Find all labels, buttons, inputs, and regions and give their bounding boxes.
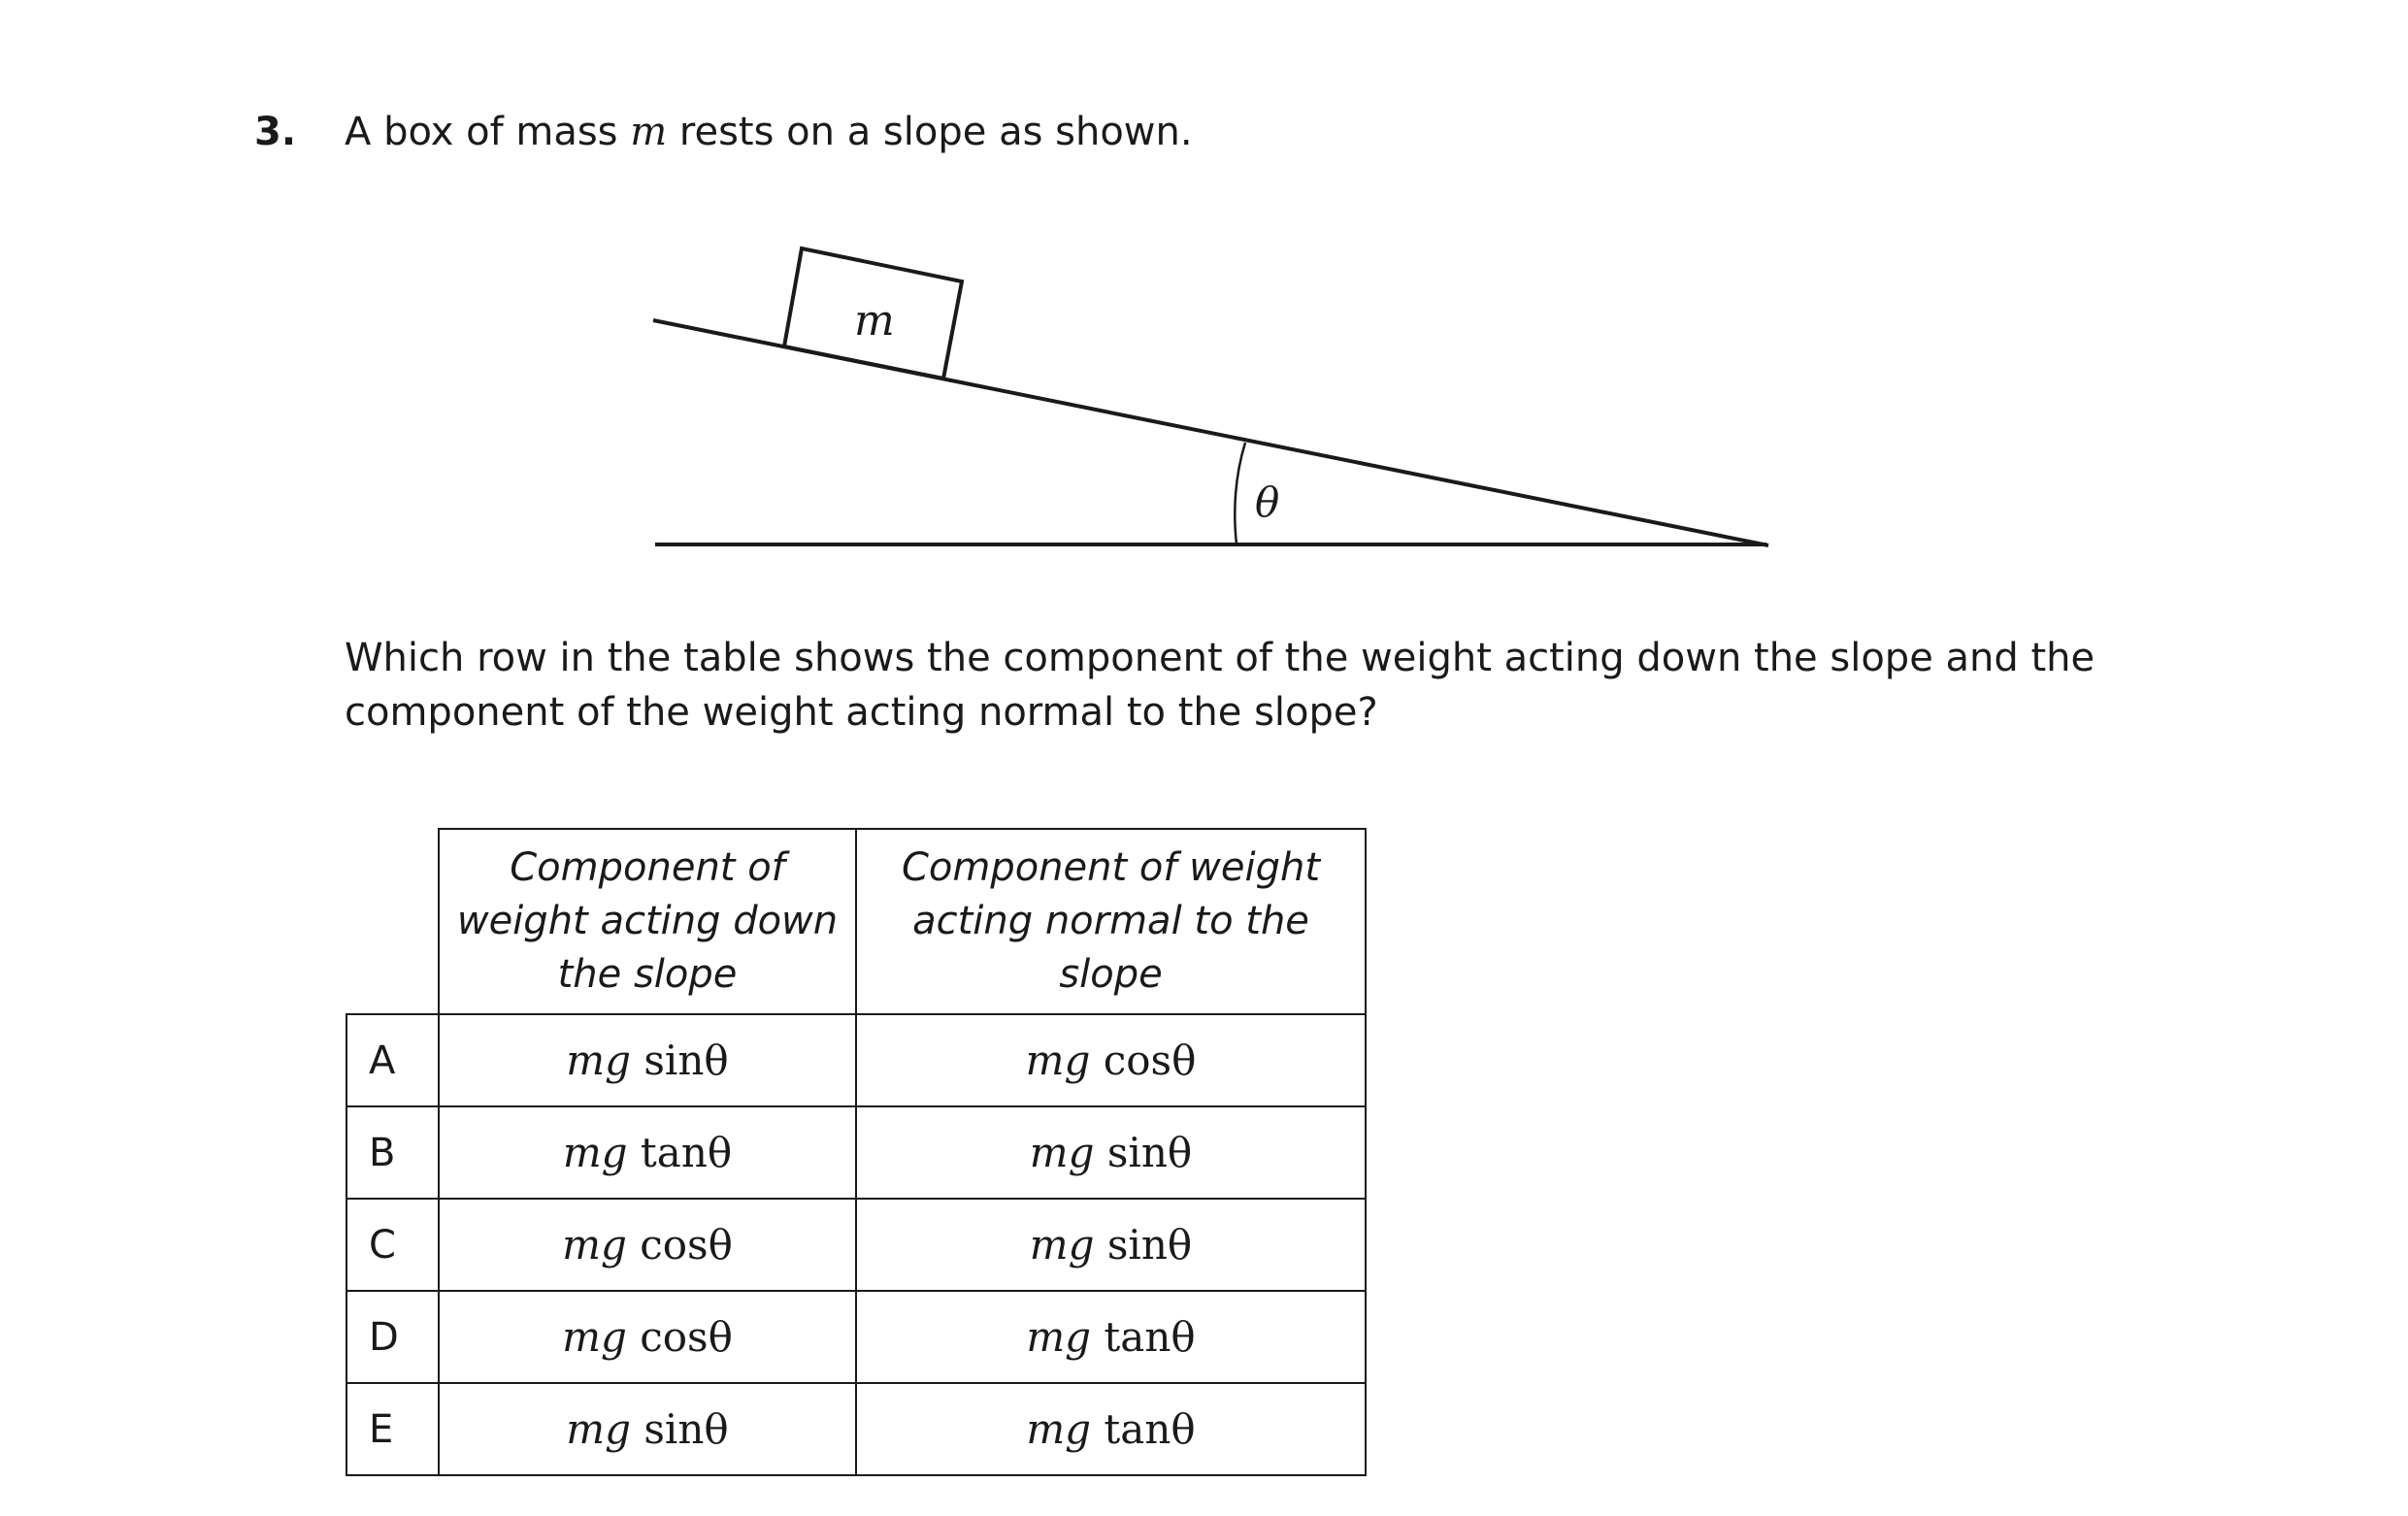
- trig-function: cosθ: [1090, 1037, 1197, 1084]
- option-letter[interactable]: B: [346, 1106, 439, 1199]
- header-down-slope: Component of weight acting down the slope: [439, 829, 856, 1014]
- trig-function: cosθ: [626, 1221, 733, 1269]
- mg-symbol: mg: [566, 1037, 632, 1084]
- mg-symbol: mg: [1029, 1221, 1095, 1269]
- answer-table: [346, 828, 1367, 1476]
- table-row[interactable]: [346, 1014, 1366, 1106]
- angle-label: θ: [1255, 478, 1280, 526]
- table-row[interactable]: [346, 1106, 1366, 1199]
- mg-symbol: mg: [1026, 1313, 1092, 1361]
- table-header-row: [346, 829, 1366, 1014]
- down-slope-expression: [439, 1106, 856, 1199]
- trig-function: tanθ: [627, 1129, 733, 1176]
- option-letter[interactable]: C: [346, 1199, 439, 1291]
- option-letter[interactable]: A: [346, 1014, 439, 1106]
- table-row[interactable]: [346, 1383, 1366, 1475]
- mass-symbol: m: [630, 110, 668, 154]
- question-text-after: rests on a slope as shown.: [667, 110, 1193, 154]
- header-blank-cell: [346, 829, 439, 1014]
- table-row[interactable]: [346, 1199, 1366, 1291]
- mg-symbol: mg: [562, 1129, 628, 1176]
- mg-symbol: mg: [562, 1313, 627, 1361]
- angle-arc: [1235, 443, 1245, 544]
- mg-symbol: mg: [1025, 1037, 1091, 1084]
- option-letter[interactable]: D: [346, 1291, 439, 1383]
- mg-symbol: mg: [562, 1221, 627, 1269]
- option-letter[interactable]: E: [346, 1383, 439, 1475]
- trig-function: tanθ: [1091, 1313, 1196, 1361]
- down-slope-expression: [439, 1291, 856, 1383]
- mg-symbol: mg: [1029, 1129, 1095, 1176]
- down-slope-expression: [439, 1199, 856, 1291]
- trig-function: sinθ: [1094, 1129, 1193, 1176]
- mg-symbol: mg: [566, 1405, 632, 1453]
- normal-expression: [856, 1199, 1366, 1291]
- box-label: m: [854, 296, 895, 346]
- trig-function: tanθ: [1091, 1405, 1196, 1453]
- trig-function: sinθ: [1094, 1221, 1193, 1269]
- trig-function: sinθ: [631, 1037, 729, 1084]
- question-prompt: Which row in the table shows the component of the weight acting down the slope and the component of the weight acting normal to the slope?: [345, 636, 2095, 735]
- normal-expression: [856, 1291, 1366, 1383]
- down-slope-expression: [439, 1014, 856, 1106]
- normal-expression: [856, 1106, 1366, 1199]
- question-number: 3.: [254, 110, 297, 154]
- table-row[interactable]: [346, 1291, 1366, 1383]
- normal-expression: [856, 1014, 1366, 1106]
- mg-symbol: mg: [1026, 1405, 1092, 1453]
- header-normal-slope: Component of weight acting normal to the slope: [856, 829, 1366, 1014]
- trig-function: sinθ: [631, 1405, 729, 1453]
- normal-expression: [856, 1383, 1366, 1475]
- question-text-before: A box of mass: [345, 110, 631, 154]
- trig-function: cosθ: [626, 1313, 733, 1361]
- down-slope-expression: [439, 1383, 856, 1475]
